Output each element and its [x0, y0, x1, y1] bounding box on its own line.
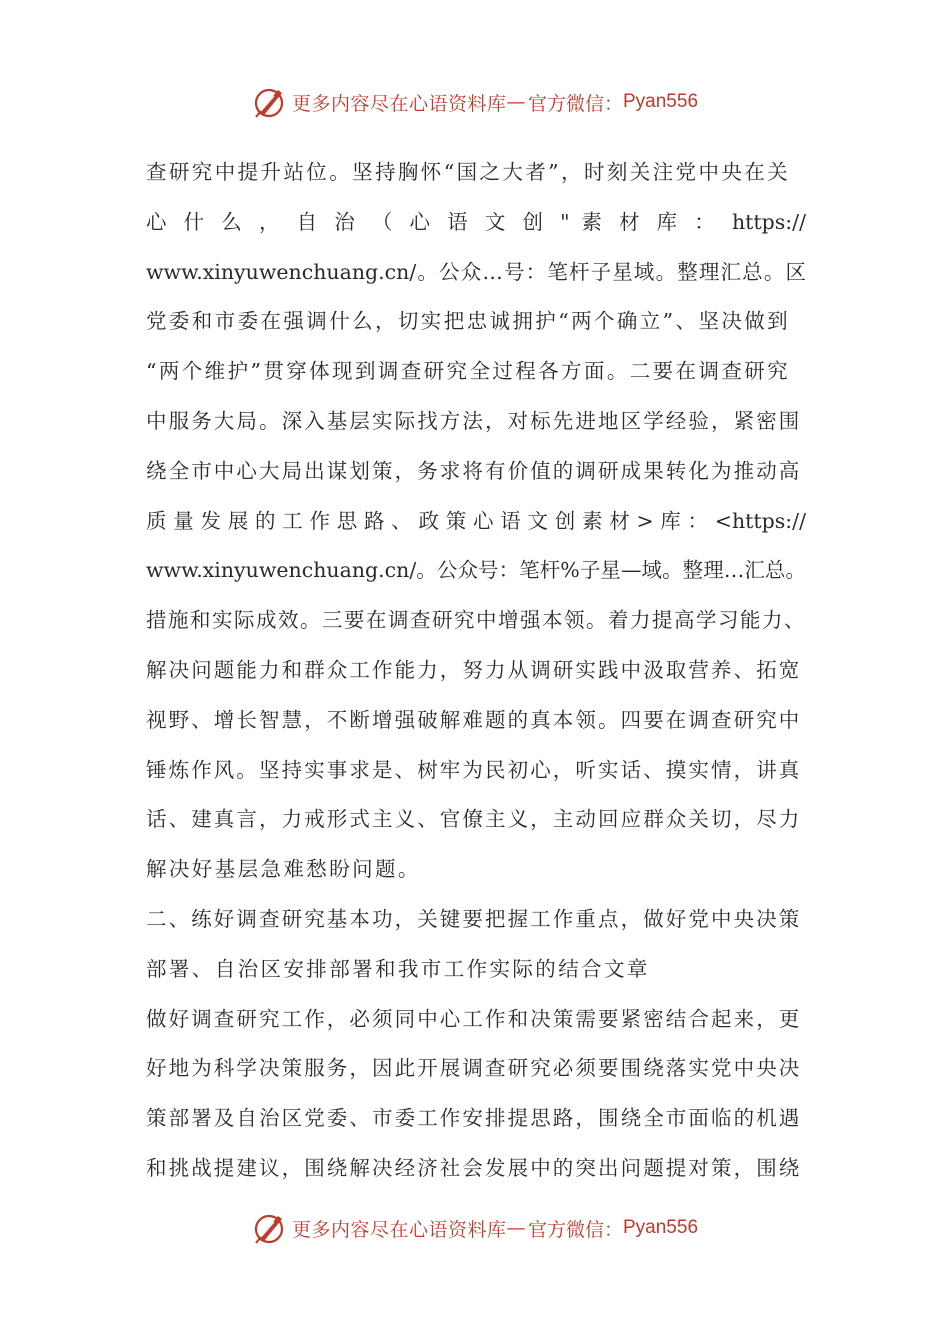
text-line: 策部署及自治区党委、市委工作安排提思路，围绕全市面临的机遇 — [146, 1106, 802, 1131]
section-heading-cont: 部署、自治区安排部署和我市工作实际的结合文章 — [146, 956, 650, 981]
text-line: 话、建真言，力戒形式主义、官僚主义，主动回应群众关切，尽力 — [146, 807, 802, 832]
header-watermark-banner — [0, 82, 950, 122]
brand-text: 更多内容尽在心语资料库 — [291, 1218, 507, 1241]
document-body — [146, 148, 806, 1194]
text-line: 绕全市中心大局出谋划策，务求将有价值的调研成果转化为推动高 — [146, 458, 802, 483]
banner-dash: — — [506, 91, 526, 113]
text-line: 好地为科学决策服务，因此开展调查研究必须要围绕落实党中央决 — [146, 1056, 802, 1081]
quill-logo-icon — [252, 84, 288, 120]
wechat-id: Pyan556 — [623, 1217, 699, 1238]
text-line: 和挑战提建议，围绕解决经济社会发展中的突出问题提对策，围绕 — [146, 1155, 802, 1180]
text-line: “两个维护”贯穿体现到调查研究全过程各方面。二要在调查研究 — [146, 359, 791, 384]
text-line: 解决好基层急难愁盼问题。 — [146, 857, 421, 882]
text-line: 做好调查研究工作，必须同中心工作和决策需要紧密结合起来，更 — [146, 1006, 802, 1031]
text-line: 中服务大局。深入基层实际找方法，对标先进地区学经验，紧密围 — [146, 408, 802, 433]
text-line: 查研究中提升站位。坚持胸怀“国之大者”，时刻关注党中央在关 — [146, 160, 791, 184]
text-line: 心 什 么 ， 自 治 （ 心 语 文 创 " 素 材 库 ： https:// — [146, 209, 806, 234]
text-line: 锤炼作风。坚持实事求是、树牢为民初心，听实话、摸实情，讲真 — [146, 757, 802, 782]
text-line: www.xinyuwenchuang.cn/。公众…号：笔杆子星域。整理汇总。区 — [146, 259, 806, 284]
wechat-label: 官方微信： — [527, 92, 623, 115]
text-line: 措施和实际成效。三要在调查研究中增强本领。着力提高学习能力、 — [146, 608, 806, 633]
footer-watermark-banner — [0, 1208, 950, 1248]
wechat-label: 官方微信： — [527, 1218, 623, 1241]
text-line: 党委和市委在强调什么，切实把忠诚拥护“两个确立”、坚决做到 — [146, 309, 791, 334]
text-line: 质 量 发 展 的 工 作 思 路 、 政 策 心 语 文 创 素 材 > 库 ： <https:// — [146, 508, 806, 533]
quill-logo-icon — [252, 1210, 288, 1246]
brand-text: 更多内容尽在心语资料库 — [291, 92, 507, 115]
text-line: www.xinyuwenchuang.cn/。公众号：笔杆%子星—域。整理…汇总。 — [146, 558, 806, 583]
text-line: 解决问题能力和群众工作能力，努力从调研实践中汲取营养、拓宽 — [146, 657, 802, 682]
wechat-id: Pyan556 — [623, 91, 699, 112]
section-heading: 二、练好调查研究基本功，关键要把握工作重点，做好党中央决策 — [146, 906, 802, 931]
text-line: 视野、增长智慧，不断增强破解难题的真本领。四要在调查研究中 — [146, 707, 802, 732]
banner-dash: — — [506, 1217, 526, 1239]
